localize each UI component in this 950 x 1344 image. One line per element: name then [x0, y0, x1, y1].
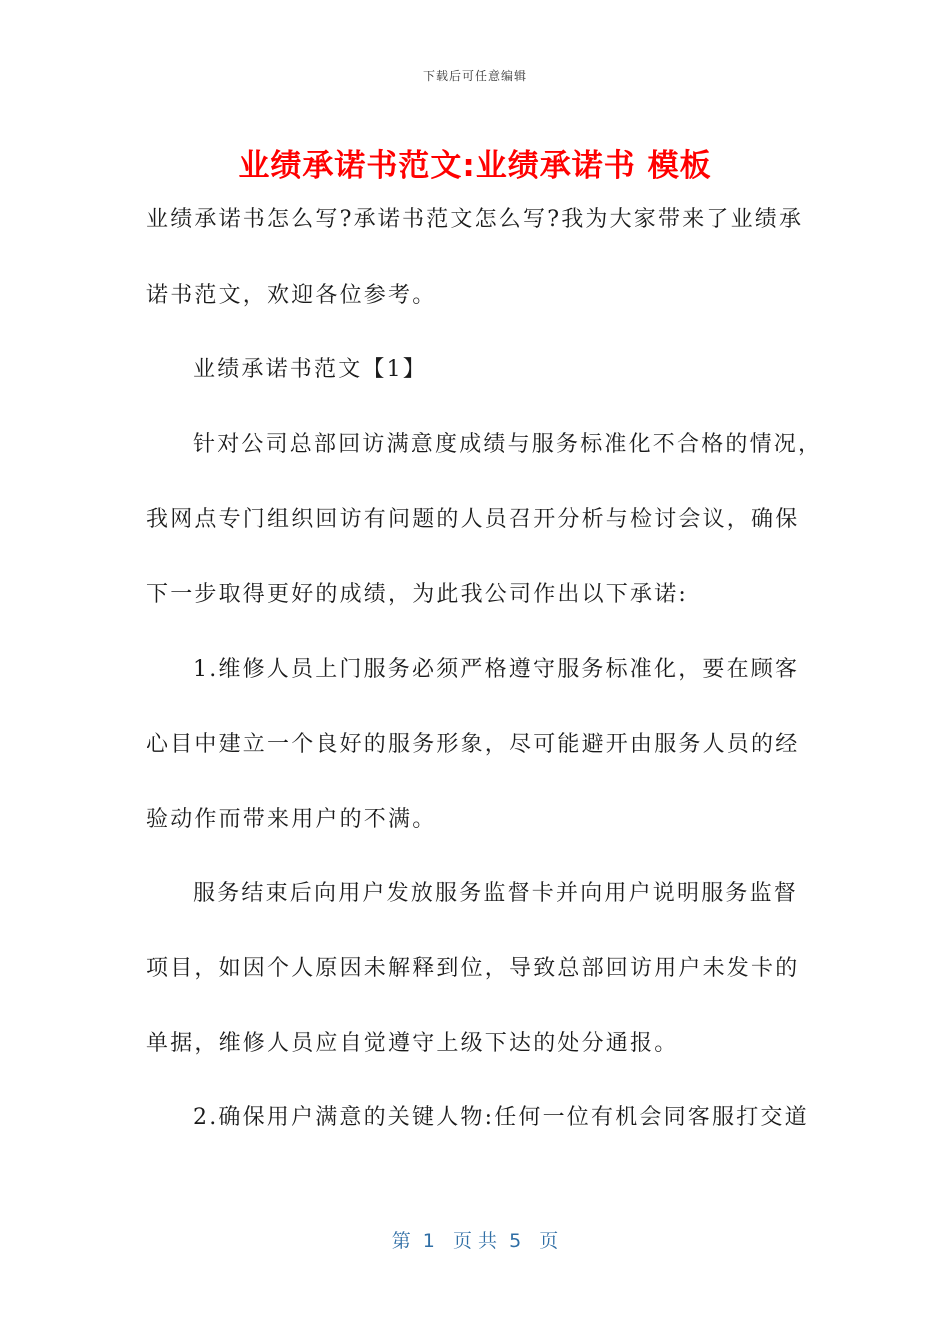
- body-line: 业绩承诺书怎么写?承诺书范文怎么写?我为大家带来了业绩承: [146, 207, 804, 232]
- body-line: 单据，维修人员应自觉遵守上级下达的处分通报。: [146, 1031, 679, 1056]
- body-line: 1.维修人员上门服务必须严格遵守服务标准化，要在顾客: [193, 657, 800, 682]
- body-line: 验动作而带来用户的不满。: [146, 807, 437, 832]
- document-title: 业绩承诺书范文:业绩承诺书 模板: [238, 148, 712, 184]
- body-line: 2.确保用户满意的关键人物:任何一位有机会同客服打交道: [193, 1105, 809, 1130]
- section-heading: 业绩承诺书范文【1】: [193, 357, 427, 382]
- page-number-footer: 第 1 页 共 5 页: [391, 1230, 559, 1252]
- body-line: 诺书范文，欢迎各位参考。: [146, 283, 437, 308]
- body-line: 心目中建立一个良好的服务形象，尽可能避开由服务人员的经: [146, 732, 800, 757]
- body-line: 针对公司总部回访满意度成绩与服务标准化不合格的情况，: [193, 432, 823, 457]
- body-line: 下一步取得更好的成绩，为此我公司作出以下承诺:: [146, 582, 689, 607]
- body-line: 项目，如因个人原因未解释到位，导致总部回访用户未发卡的: [146, 956, 800, 981]
- body-line: 我网点专门组织回访有问题的人员召开分析与检讨会议，确保: [146, 507, 800, 532]
- header-note: 下载后可任意编辑: [422, 69, 527, 83]
- body-line: 服务结束后向用户发放服务监督卡并向用户说明服务监督: [193, 881, 799, 906]
